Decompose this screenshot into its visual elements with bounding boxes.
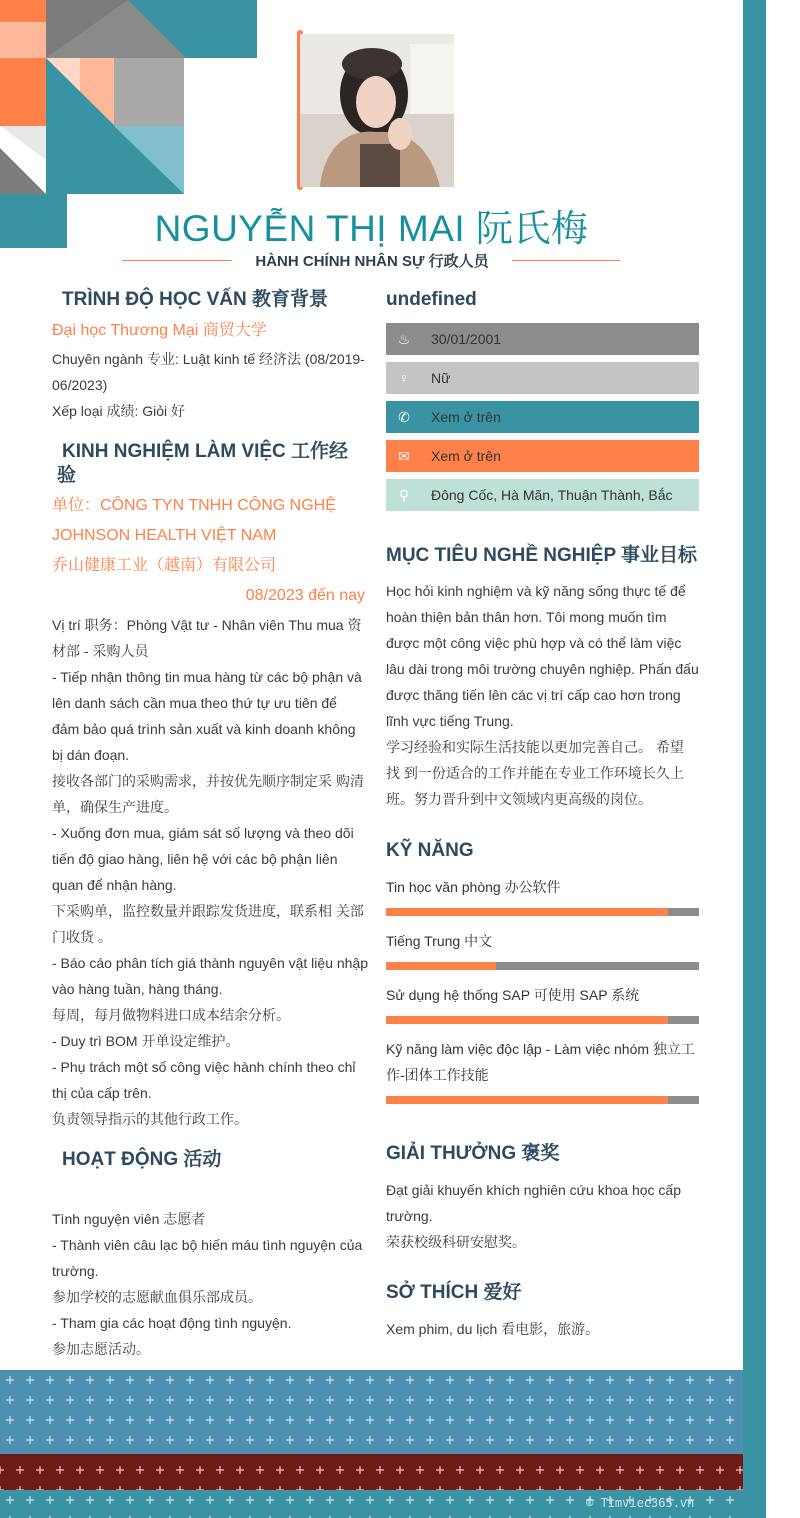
experience-company: 单位：CÔNG TYN TNHH CÔNG NGHỆ [52,497,336,514]
skill-bar-fill [386,962,496,970]
skill-label: Sử dụng hệ thống SAP 可使用 SAP 系统 [386,987,640,1003]
text-line: 荣获校级科研安慰奖。 [386,1234,526,1250]
skill-bar-fill [386,1016,668,1024]
skill-bar-fill [386,1096,668,1104]
activities-title: HOẠT ĐỘNG 活动 [62,1149,222,1170]
contact-title: undefined [386,289,477,310]
text-line: - Phụ trách một số công việc hành chính theo chỉ [52,1059,356,1075]
text-line: trường. [386,1208,433,1224]
footer-credit: © Timviec365.vn [586,1496,695,1510]
objective-title: MỤC TIÊU NGHỀ NGHIỆP 事业目标 [386,545,698,566]
experience-description [52,612,372,1132]
title-divider-right [512,260,620,261]
experience-company: JOHNSON HEALTH VIỆT NAM [52,527,277,544]
profile-photo [300,34,454,187]
text-line: 参加学校的志愿献血俱乐部成员。 [52,1289,262,1305]
text-line: Đạt giải khuyến khích nghiên cứu khoa học cấp [386,1182,682,1198]
cake-icon: ♨ [397,330,411,347]
text-line: - Tiếp nhận thông tin mua hàng từ các bộ phận và [52,669,362,685]
info-row-phone [386,401,699,433]
objective-description [386,578,699,812]
text-line: 门收货 。 [52,929,112,945]
info-row-email [386,440,699,472]
text-line: Học hỏi kinh nghiệm và kỹ năng sống thực tế để [386,583,686,599]
text-line: 负责领导指示的其他行政工作。 [52,1111,248,1127]
text-line: hoàn thiện bản thân hơn. Tôi mong muốn tìm [386,609,667,625]
hobbies-title: SỞ THÍCH 爱好 [386,1282,522,1303]
text-line: được thăng tiến lên các vị trí cấp cao hơn trong [386,687,681,703]
text-line: 下采购单，监控数量并跟踪发货进度，联系相 关部 [52,903,364,919]
skill-bar [386,908,699,916]
info-row-address [386,479,699,511]
text-line: vào hàng tuần, hàng tháng. [52,981,223,997]
gender-value: Nữ [431,370,451,386]
education-line: Chuyên ngành 专业: Luật kinh tế 经济法 (08/2019- [52,351,365,367]
text-line: 每周，每月做物料进口成本结余分析。 [52,1007,290,1023]
info-row-birthday [386,323,699,355]
experience-title-cont: 验 [57,465,77,486]
job-title: HÀNH CHÍNH NHÂN SỰ 行政人员 [255,253,489,270]
text-line: Tình nguyện viên 志愿者 [52,1211,206,1227]
location-icon: ⚲ [398,486,410,503]
skill-bar-fill [386,908,668,916]
title-divider-left [122,260,232,261]
awards-title: GIẢI THƯỞNG 褒奖 [386,1143,560,1164]
text-line: 接收各部门的采购需求，并按优先顺序制定采 购清 [52,773,364,789]
address-value: Đông Cốc, Hà Mãn, Thuận Thành, Bắc [431,487,673,503]
gender-icon: ♀ [398,370,410,386]
education-line: Xếp loại 成绩: Giỏi 好 [52,403,186,419]
skill-label: Tiếng Trung 中文 [386,933,493,949]
text-line: tiến độ giao hàng, liên hệ với các bộ phận liên [52,851,338,867]
text-line: - Duy trì BOM 开单设定维护。 [52,1033,240,1049]
text-line: 学习经验和实际生活技能以更加完善自己。 希望 [386,739,684,755]
birthday-value: 30/01/2001 [431,331,502,347]
education-title: TRÌNH ĐỘ HỌC VẤN 教育背景 [62,289,329,310]
skill-label-cont: 作-团体工作技能 [386,1067,489,1083]
text-line: lâu dài trong môi trường chuyên nghiệp. Phấn đấu [386,661,699,677]
text-line: 参加志愿活动。 [52,1341,150,1357]
text-line: 班。努力晋升到中文领域内更高级的岗位。 [386,791,652,807]
text-line: lên danh sách cần mua theo thứ tự ưu tiên để [52,695,337,711]
text-line: được một công việc phù hợp và có thể làm việc [386,635,682,651]
skill-label: Tin học văn phòng 办公软件 [386,879,561,895]
phone-icon: ✆ [398,408,410,425]
email-icon: ✉ [398,447,410,464]
experience-company: 乔山健康工业（越南）有限公司 [52,557,277,574]
right-decor-strip [743,0,766,1518]
text-line: - Thành viên câu lạc bộ hiến máu tình nguyện của [52,1237,363,1253]
text-line: đảm bảo quá trình sản xuất và kinh doanh không [52,721,356,737]
text-line: quan để nhận hàng. [52,877,177,893]
skill-bar [386,1096,699,1104]
skill-bar [386,962,699,970]
activities-description [52,1206,372,1362]
experience-title: KINH NGHIỆM LÀM VIỆC 工作经 [62,441,349,462]
text-line: - Tham gia các hoạt động tình nguyện. [52,1315,292,1331]
text-line: trường. [52,1263,99,1279]
experience-period: 08/2023 đến nay [245,587,365,604]
candidate-name: NGUYỄN THỊ MAI 阮氏梅 [154,208,589,249]
phone-value: Xem ở trên [431,409,501,425]
text-line: 材部 - 采购人员 [52,643,149,659]
text-line: thị của cấp trên. [52,1085,152,1101]
skills-title: KỸ NĂNG [386,840,474,861]
awards-description [386,1177,699,1255]
skill-label: Kỹ năng làm việc độc lập - Làm việc nhóm 独立工 [386,1041,695,1057]
email-value: Xem ở trên [431,448,501,464]
text-line: Vị trí 职务：Phòng Vật tư - Nhân viên Thu mua 资 [52,617,362,633]
info-row-gender [386,362,699,394]
text-line: bị dán đoạn. [52,747,130,763]
education-school: Đại học Thương Mại 商贸大学 [52,322,267,339]
text-line: 单，确保生产进度。 [52,799,178,815]
text-line: - Báo cáo phân tích giá thành nguyên vật liệu nhập [52,955,369,971]
text-line: lĩnh vực tiếng Trung. [386,713,514,729]
education-line: 06/2023) [52,377,108,393]
skill-bar [386,1016,699,1024]
text-line: - Xuống đơn mua, giám sát số lượng và theo dõi [52,825,354,841]
text-line: 找 到一份适合的工作并能在专业工作环境长久上 [386,765,684,781]
hobbies-text: Xem phim, du lịch 看电影，旅游。 [386,1321,600,1337]
